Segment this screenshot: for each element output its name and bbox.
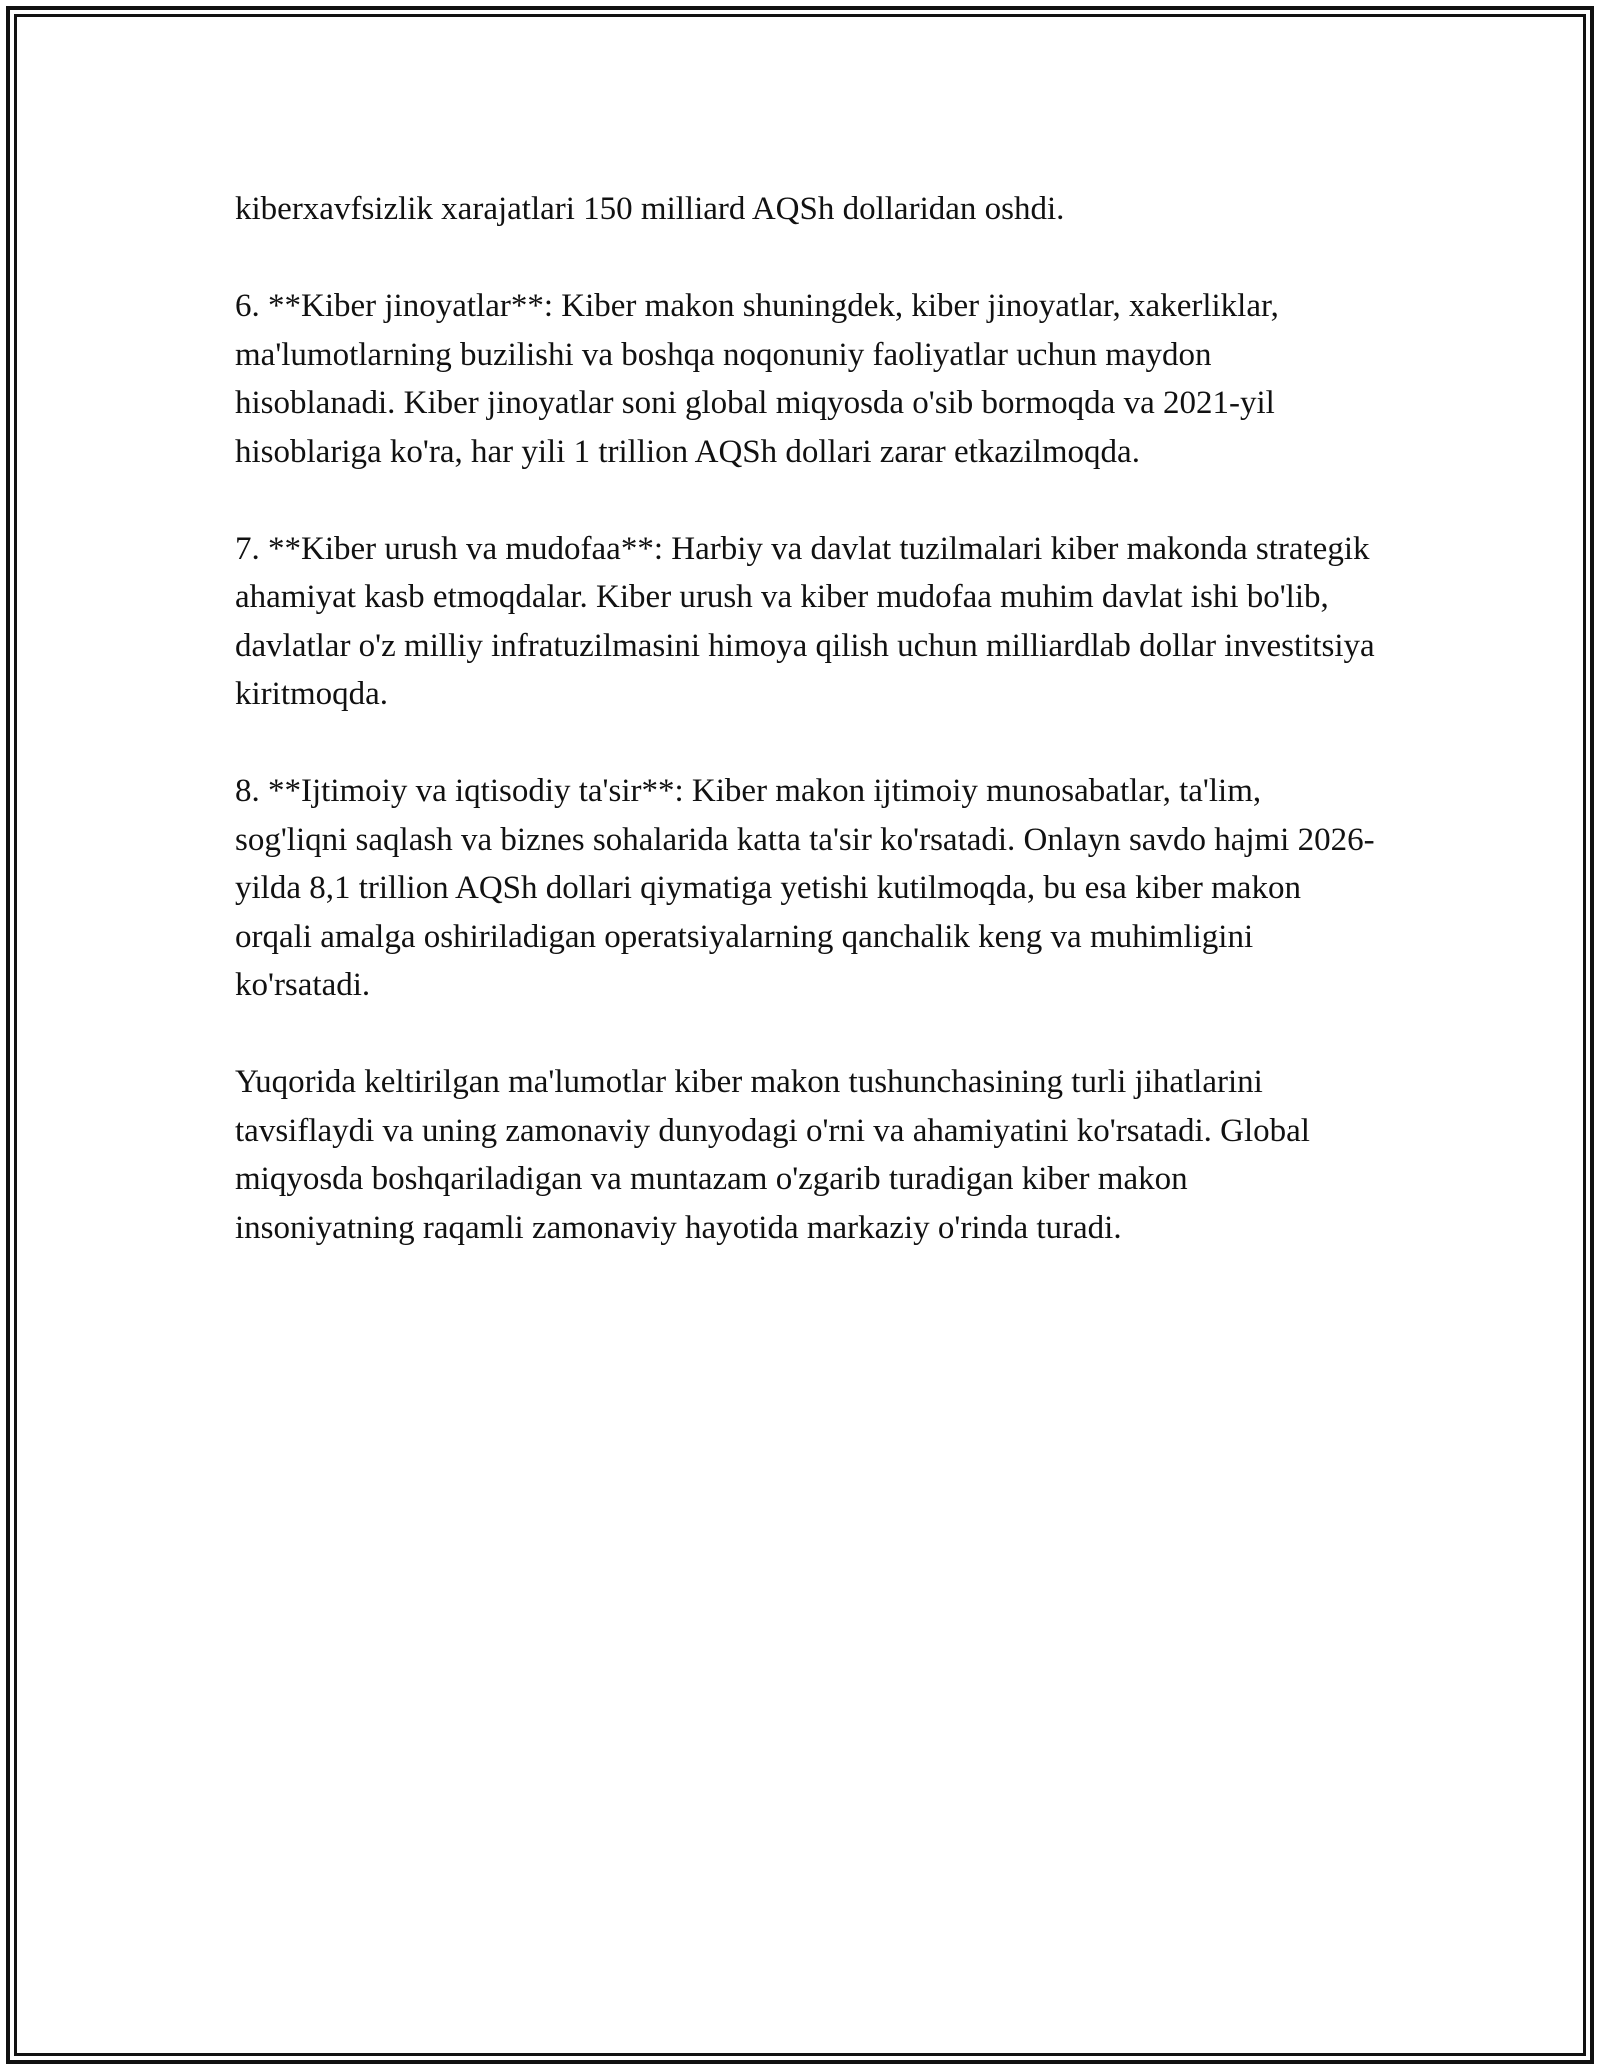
paragraph-cyber-crimes: 6. **Kiber jinoyatlar**: Kiber makon shuningdek, kiber jinoyatlar, xakerliklar, ma'lumotlarning buzilishi va boshqa noqonuniy faoliyatlar uchun maydon hisoblanadi. Kiber jinoyatlar soni global miqyosda o'sib bormoqda va 2021-yil hisoblariga ko'ra, har yili 1 trillion AQSh dollari zarar etkazilmoqda.: [235, 288, 1279, 470]
paragraph-continuation: kiberxavfsizlik xarajatlari 150 milliard AQSh dollaridan oshdi.: [235, 191, 1065, 227]
document-body: [235, 185, 1375, 1301]
paragraph-social-economic-impact: 8. **Ijtimoiy va iqtisodiy ta'sir**: Kiber makon ijtimoiy munosabatlar, ta'lim, sog'liqni saqlash va biznes sohalarida katta ta'sir ko'rsatadi. Onlayn savdo hajmi 2026-yilda 8,1 trillion AQSh dollari qiymatiga yetishi kutilmoqda, bu esa kiber makon orqali amalga oshiriladigan operatsiyalarning qanchalik keng va muhimligini ko'rsatadi.: [235, 773, 1375, 1003]
paragraph-cyber-warfare: 7. **Kiber urush va mudofaa**: Harbiy va davlat tuzilmalari kiber makonda strategik ahamiyat kasb etmoqdalar. Kiber urush va kiber mudofaa muhim davlat ishi bo'lib, davlatlar o'z milliy infratuzilmasini himoya qilish uchun milliardlab dollar investitsiya kiritmoqda.: [235, 530, 1375, 712]
paragraph-conclusion: Yuqorida keltirilgan ma'lumotlar kiber makon tushunchasining turli jihatlarini tavsiflaydi va uning zamonaviy dunyodagi o'rni va ahamiyatini ko'rsatadi. Global miqyosda boshqariladigan va muntazam o'zgarib turadigan kiber makon insoniyatning raqamli zamonaviy hayotida markaziy o'rinda turadi.: [235, 1064, 1310, 1246]
